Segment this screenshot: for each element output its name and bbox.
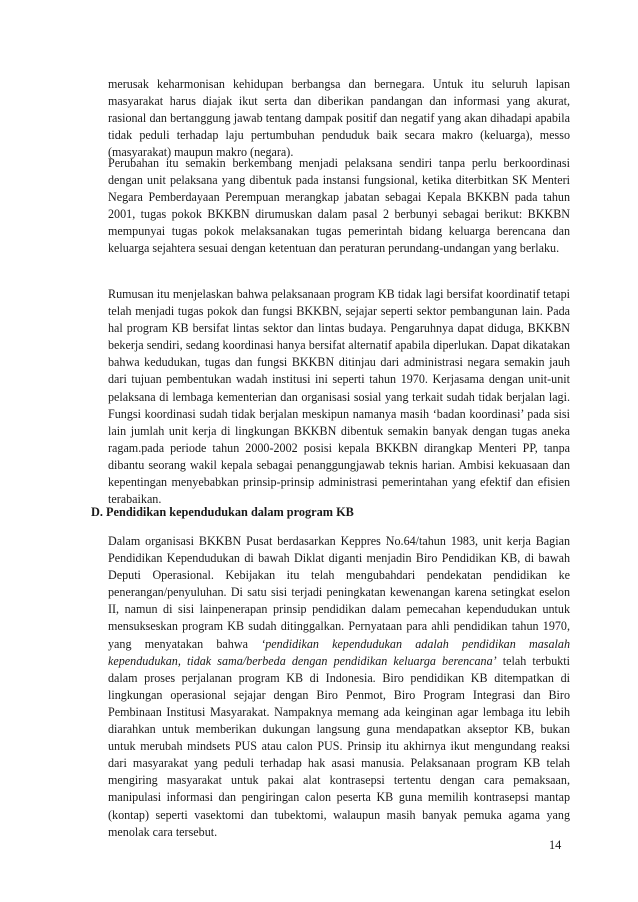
paragraph-1: merusak keharmonisan kehidupan berbangsa dan bernegara. Untuk itu seluruh lapisan masyarakat harus diajak ikut serta dan diberikan pandangan dan informasi yang akurat, rasional dan bertanggung jawab tentang dampak positif dan negatif yang akan dihadapi apabila tidak peduli terhadap laju pertumbuhan penduduk baik secara makro (keluarga), messo (masyarakat) maupun makro (negara).	[108, 77, 570, 160]
section-paragraph-part-2: telah terbukti dalam proses perjalanan program KB di Indonesia. Biro pendidikan KB ditempatkan di lingkungan operasional sejajar dengan Biro Penmot, Biro Program Integrasi dan Biro Pembinaan Institusi Masyarakat. Nampaknya memang ada keinginan agar lembaga itu lebih diarahkan untuk memberikan dukungan langsung guna mendapatkan akseptor KB, bukan untuk merubah mindsets PUS atau calon PUS. Prinsip itu akhirnya ikut mengundang reaksi dari masyarakat yang peduli terhadap hak asasi manusia. Pelaksanaan program KB telah mengiring masyarakat untuk pakai alat kontrasepsi tertentu dengan cara pemaksaan, manipulasi informasi dan pengiringan calon peserta KB guna memilih kontrasepsi mantap (kontap) seperti vasektomi dan tubektomi, walaupun masih banyak pemuka agama yang menolak cara tersebut.	[108, 653, 571, 839]
section-paragraph	[108, 533, 570, 841]
section-heading: D. Pendidikan kependudukan dalam program KB	[91, 505, 354, 519]
section-paragraph-quote: ‘pendidikan kependudukan adalah pendidikan masalah kependudukan, tidak sama/berbeda dengan pendidikan keluarga berencana’	[108, 636, 570, 668]
page-number: 14	[549, 838, 562, 852]
paragraph-3: Rumusan itu menjelaskan bahwa pelaksanaan program KB tidak lagi bersifat koordinatif tetapi telah menjadi tugas pokok dan fungsi BKKBN, sejajar seperti sektor pembangunan lain. Pada hal program KB bersifat lintas sektor dan lintas budaya. Pengaruhnya dapat diduga, BKKBN bekerja sendiri, sedang koordinasi hanya bersifat alternatif apabila diperlukan. Dapat dikatakan bahwa kedudukan, tugas dan fungsi BKKBN ditinjau dari administrasi negara semakin jauh dari tujuan pembentukan wadah institusi ini seperti tahun 1970. Kerjasama dengan unit-unit pelaksana di lembaga kementerian dan organisasi sosial yang terkait sudah tidak berjalan lagi. Fungsi koordinasi sudah tidak berjalan meskipun namanya masih ‘badan koordinasi’ pada sisi lain jumlah unit kerja di lingkungan BKKBN dibentuk semakin banyak dengan tugas aneka ragam.pada periode tahun 2000-2002 posisi kepala BKKBN dirangkap Menteri PP, tanpa dibantu seorang wakil kepala sebagai penanggungjawab teknis harian. Ambisi kekuasaan dan kepentingan menyebabkan prinsip-prinsip administrasi pemerintahan yang efektif dan efisien terabaikan.	[108, 287, 570, 507]
section-paragraph-part-1: Dalam organisasi BKKBN Pusat berdasarkan Keppres No.64/tahun 1983, unit kerja Bagian Pendidikan Kependudukan di bawah Diklat diganti menjadin Biro Pendidikan KB, di bawah Deputi Operasional. Kebijakan itu telah mengubahdari pendekatan pendidikan ke penerangan/penyuluhan. Di satu sisi terjadi peningkatan kewenangan karena setingkat eselon II, namun di sisi lainpenerapan prinsip pendidikan dalam pemecahan kependudukan untuk mensukseskan program KB sudah ditinggalkan. Pernyataan para ahli pendidikan tahun 1970, yang menyatakan bahwa	[108, 534, 570, 651]
paragraph-2: Perubahan itu semakin berkembang menjadi pelaksana sendiri tanpa perlu berkoordinasi dengan unit pelaksana yang dibentuk pada instansi fungsional, ketika diterbitkan SK Menteri Negara Pemberdayaan Perempuan merangkap jabatan sebagai Kepala BKKBN pada tahun 2001, tugas pokok BKKBN dirumuskan dalam pasal 2 berbunyi sebagai berikut: BKKBN mempunyai tugas pokok melaksanakan tugas pemerintah bidang keluarga berencana dan keluarga sejahtera sesuai dengan ketentuan dan peraturan perundang-undangan yang berlaku.	[108, 156, 570, 256]
